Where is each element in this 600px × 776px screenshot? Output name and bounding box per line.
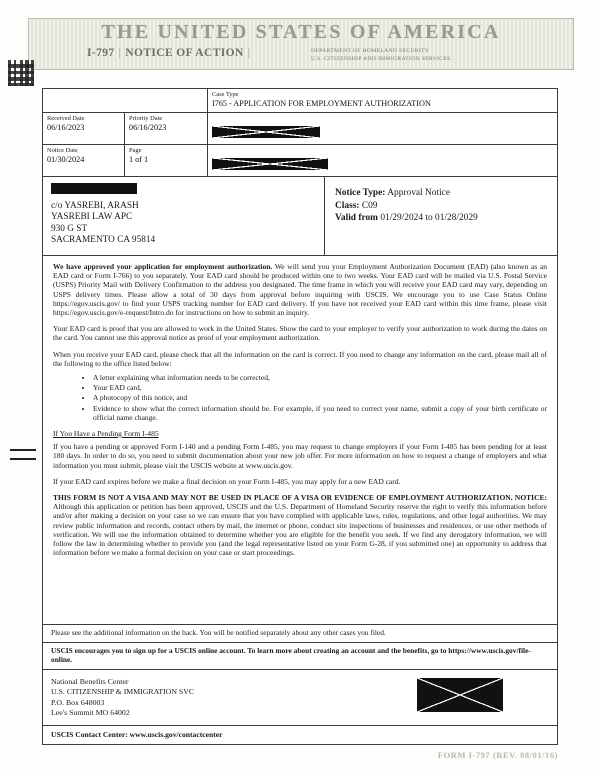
office-line-2: U.S. CITIZENSHIP & IMMIGRATION SVC bbox=[51, 687, 195, 697]
priority-date-label: Priority Date bbox=[129, 115, 163, 122]
dates-row bbox=[43, 113, 557, 145]
notice-type-label: Notice Type: bbox=[335, 188, 386, 198]
notice-summary bbox=[325, 177, 557, 255]
notice-body bbox=[42, 88, 558, 745]
notice-text bbox=[43, 256, 557, 624]
case-type-value: I765 - APPLICATION FOR EMPLOYMENT AUTHORIZATION bbox=[212, 99, 431, 108]
office-line-3: P.O. Box 648003 bbox=[51, 697, 105, 707]
address-line-1: c/o YASREBI, ARASH bbox=[51, 201, 139, 211]
paragraph-check-card: When you receive your EAD card, please check that all the information on the card is correct. If you need to change any information on the card, please mail all of the following to the office listed below: bbox=[53, 349, 547, 368]
case-type-cell bbox=[208, 89, 557, 113]
agency-line-1: DEPARTMENT OF HOMELAND SECURITY bbox=[311, 48, 430, 54]
correction-list bbox=[53, 373, 547, 422]
notice-rest: Although this application or petition has been approved, USCIS and the U.S. Department of Homeland Security reserve the right to verify this information before and/or after making a decision on your case so we can ensure that you have complied with applicable laws, rules, regulations, and other legal authorities. We may review public information and records, contact others by mail, the internet or phone, conduct site inspections of businesses and residences, or use other methods of verification. We will use the information obtained to determine whether you are eligible for the benefit you seek. If we find any derogatory information, we will follow the law in determining whether to provide you (and the legal representative listed on your Form G-28, if you submitted one) an opportunity to address that information before we make a formal decision on your case or start proceedings. bbox=[53, 502, 547, 558]
notice-date-value: 01/30/2024 bbox=[47, 155, 85, 164]
notice-date-cell bbox=[43, 145, 125, 177]
margin-mark bbox=[10, 449, 36, 451]
notice-lead: NOTICE: bbox=[514, 493, 547, 503]
notice-valid-line bbox=[335, 212, 551, 225]
form-identifier: I-797 | NOTICE OF ACTION | bbox=[87, 47, 251, 59]
priority-date-cell bbox=[125, 113, 208, 145]
form-banner bbox=[28, 18, 574, 70]
received-date-cell bbox=[43, 113, 125, 145]
list-item: • A photocopy of this notice, and bbox=[93, 393, 547, 402]
notice-date-label: Notice Date bbox=[47, 147, 78, 154]
form-title: NOTICE OF ACTION bbox=[125, 47, 244, 59]
office-line-1: National Benefits Center bbox=[51, 676, 129, 686]
margin-mark bbox=[10, 458, 36, 460]
form-revision-id: FORM I-797 (REV. 08/01/16) bbox=[437, 750, 558, 760]
received-date-value: 06/16/2023 bbox=[47, 123, 85, 132]
notice-class-line bbox=[335, 200, 551, 213]
page-label: Page bbox=[129, 147, 142, 154]
applicant-name-cell bbox=[208, 113, 557, 145]
redacted-office-stamp bbox=[417, 678, 503, 712]
address-notice-section bbox=[43, 177, 557, 256]
paragraph-approval bbox=[53, 262, 547, 317]
redacted-addressee bbox=[51, 183, 137, 194]
section-heading-pending-i485: If You Have a Pending Form I-485 bbox=[53, 429, 159, 439]
redacted-notice-detail bbox=[212, 158, 328, 170]
paragraph-not-a-visa bbox=[53, 493, 547, 557]
form-number: I-797 bbox=[87, 47, 115, 59]
list-item: • Evidence to show what the correct information should be. For example, if you need to correct your name, submit a copy of your birth certificate or official name change. bbox=[93, 404, 547, 422]
back-of-page-note: Please see the additional information on the back. You will be notified separately about any other cases you filed. bbox=[43, 624, 557, 641]
address-line-2: YASREBI LAW APC bbox=[51, 212, 133, 223]
page-cell bbox=[125, 145, 208, 177]
office-address-block bbox=[43, 669, 557, 725]
office-line-4: Lee's Summit MO 64002 bbox=[51, 707, 130, 717]
priority-date-value: 06/16/2023 bbox=[129, 123, 167, 132]
address-line-4: SACRAMENTO CA 95814 bbox=[51, 235, 156, 246]
received-date-label: Received Date bbox=[47, 115, 85, 122]
banner-title: THE UNITED STATES OF AMERICA bbox=[101, 21, 501, 43]
paragraph-expiring-ead: If your EAD card expires before we make a final decision on your Form I-485, you may apply for a new EAD card. bbox=[53, 476, 401, 486]
agency-line-2: U.S. CITIZENSHIP AND IMMIGRATION SERVICES bbox=[311, 55, 451, 62]
not-a-visa-warning: THIS FORM IS NOT A VISA AND MAY NOT BE USED IN PLACE OF A VISA OR EVIDENCE OF EMPLOYMENT AUTHORIZATION. bbox=[53, 493, 513, 503]
notice-type-value: Approval Notice bbox=[387, 188, 450, 198]
approval-rest: We will send you your Employment Authorization Document (EAD) (also known as an EAD card or Form I-766) to you separately. Your EAD card should be produced within one to two weeks. Your EAD card will be mailed via U.S. Postal Service (USPS) Priority Mail with Delivery Confirmation to the address you designated. The time frame in which you will receive your EAD card may vary, depending on USPS delivery times. Please allow a total of 30 days from approval before inquiring with USCIS. We encourage you to use Case Status Online https://egov.uscis.gov/ to find your USPS tracking number for EAD card delivery. If you have not received your EAD card within this time frame, please visit https://egov.uscis.gov/e-request/Intro.do for instructions on how to submit an inquiry. bbox=[53, 262, 547, 318]
contact-center-line: USCIS Contact Center: www.uscis.gov/contactcenter bbox=[43, 725, 557, 744]
redacted-applicant-name bbox=[212, 126, 320, 138]
class-value: C09 bbox=[361, 200, 378, 211]
page-value: 1 of 1 bbox=[129, 155, 149, 164]
valid-value: 01/29/2024 to 01/28/2029 bbox=[380, 213, 478, 224]
receipt-number-cell bbox=[43, 89, 208, 113]
address-line-3: 930 G ST bbox=[51, 223, 88, 234]
case-type-label: Case Type bbox=[212, 91, 239, 98]
online-account-note: USCIS encourages you to sign up for a USCIS online account. To learn more about creating an account and the benefits, go to https://www.uscis.gov/file-online. bbox=[43, 642, 557, 669]
valid-label: Valid from bbox=[335, 213, 378, 224]
approval-lead: We have approved your application for employment authorization. bbox=[53, 262, 273, 271]
agency-lines bbox=[311, 48, 451, 63]
case-type-row bbox=[43, 89, 557, 113]
class-label: Class: bbox=[335, 200, 360, 211]
list-item: • Your EAD card, bbox=[93, 383, 547, 392]
qr-code-icon bbox=[8, 60, 34, 86]
notice-detail-cell bbox=[208, 145, 557, 177]
paragraph-pending-i485: If you have a pending or approved Form I-140 and a pending Form I-485, you may request to change employers if your Form I-485 has been pending for at least 180 days. In order to do so, you need to submit documentation about your new job offer. For more information on how to request a change of employers and what information you must submit, please visit the USCIS website at www.uscis.gov. bbox=[53, 442, 547, 470]
paragraph-proof: Your EAD card is proof that you are allowed to work in the United States. Show the card to your employer to verify your authorization to work during the dates on the card. You cannot use this approval notice as proof of your employment authorization. bbox=[53, 324, 547, 343]
notice-type-line bbox=[335, 187, 551, 200]
list-item: • A letter explaining what information needs to be corrected, bbox=[93, 373, 547, 382]
notice-date-row bbox=[43, 145, 557, 177]
mailing-address bbox=[43, 177, 325, 255]
